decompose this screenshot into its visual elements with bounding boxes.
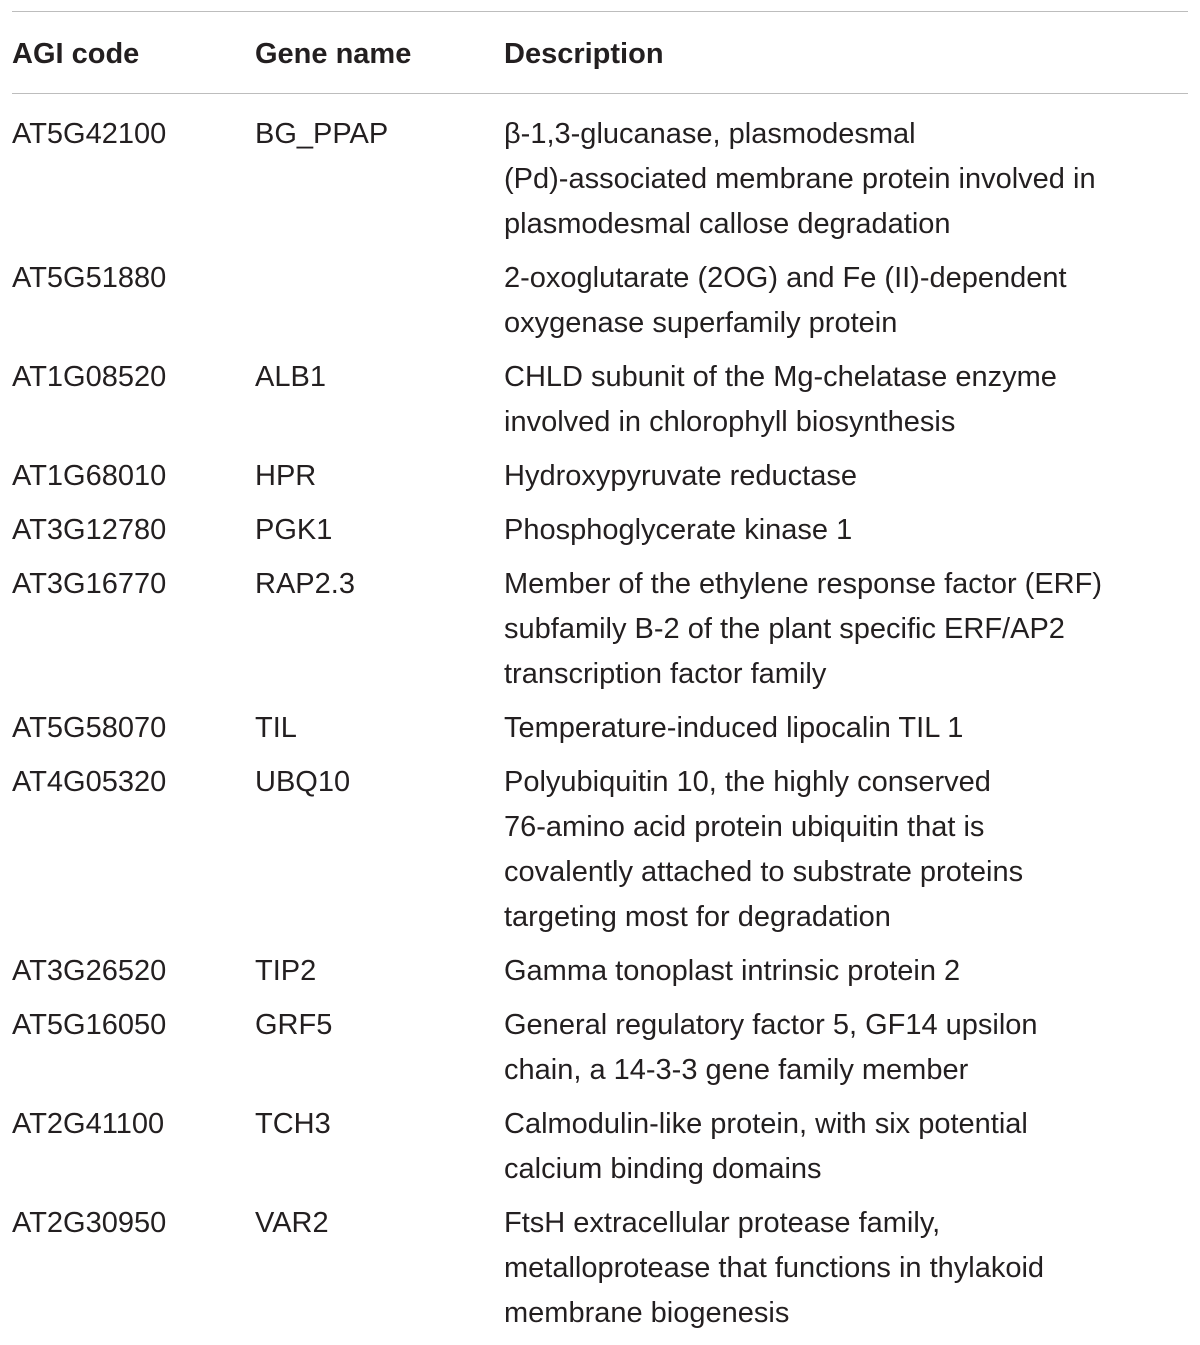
description-cell: Polyubiquitin 10, the highly conserved 76-amino acid protein ubiquitin that is covalently attached to substrate proteins targeting most for degradation	[504, 766, 1024, 933]
description-cell: Temperature-induced lipocalin TIL 1	[504, 712, 964, 744]
table-header-rule	[12, 93, 1188, 94]
gene-name-cell: GRF5	[255, 1009, 333, 1041]
description-cell: General regulatory factor 5, GF14 upsilon chain, a 14-3-3 gene family member	[504, 1009, 1038, 1086]
agi-code-cell: AT5G51880	[12, 262, 167, 294]
table-row	[0, 1102, 1200, 1192]
description-cell: Phosphoglycerate kinase 1	[504, 514, 853, 546]
agi-code-cell: AT5G58070	[12, 712, 167, 744]
description-cell: Calmodulin-like protein, with six potential calcium binding domains	[504, 1108, 1028, 1185]
header-agi-code: AGI code	[12, 38, 140, 70]
agi-code-cell: AT1G08520	[12, 361, 167, 393]
description-cell: Member of the ethylene response factor (ERF) subfamily B-2 of the plant specific ERF/AP2 transcription factor family	[504, 568, 1102, 690]
agi-code-cell: AT3G16770	[12, 568, 167, 600]
table-row	[0, 256, 1200, 346]
table-body	[0, 112, 1200, 1345]
description-cell: Gamma tonoplast intrinsic protein 2	[504, 955, 961, 987]
table-row	[0, 355, 1200, 445]
header-description: Description	[504, 38, 664, 70]
agi-code-cell: AT4G05320	[12, 766, 167, 798]
table-row	[0, 1201, 1200, 1336]
gene-name-cell: RAP2.3	[255, 568, 355, 600]
description-cell: 2-oxoglutarate (2OG) and Fe (II)-dependent oxygenase superfamily protein	[504, 262, 1067, 339]
description-cell: β-1,3-glucanase, plasmodesmal (Pd)-associated membrane protein involved in plasmodesmal callose degradation	[504, 118, 1096, 240]
gene-name-cell: PGK1	[255, 514, 333, 546]
agi-code-cell: AT3G26520	[12, 955, 167, 987]
gene-name-cell: TIL	[255, 712, 297, 744]
agi-code-cell: AT3G12780	[12, 514, 167, 546]
table-row	[0, 508, 1200, 553]
gene-name-cell: ALB1	[255, 361, 326, 393]
table-row	[0, 112, 1200, 247]
gene-name-cell: HPR	[255, 460, 317, 492]
table-row	[0, 760, 1200, 940]
agi-code-cell: AT2G30950	[12, 1207, 167, 1239]
table-row	[0, 706, 1200, 751]
gene-name-cell: TIP2	[255, 955, 317, 987]
table-row	[0, 949, 1200, 994]
table-row	[0, 1003, 1200, 1093]
table-header	[0, 32, 1200, 76]
description-cell: CHLD subunit of the Mg-chelatase enzyme involved in chlorophyll biosynthesis	[504, 361, 1057, 438]
table-row	[0, 562, 1200, 697]
gene-name-cell: BG_PPAP	[255, 118, 389, 150]
gene-name-cell: VAR2	[255, 1207, 329, 1239]
gene-name-cell: UBQ10	[255, 766, 351, 798]
agi-code-cell: AT5G42100	[12, 118, 167, 150]
table-row	[0, 454, 1200, 499]
agi-code-cell: AT5G16050	[12, 1009, 167, 1041]
agi-code-cell: AT2G41100	[12, 1108, 165, 1140]
header-gene-name: Gene name	[255, 38, 412, 70]
description-cell: FtsH extracellular protease family, metalloprotease that functions in thylakoid membrane biogenesis	[504, 1207, 1045, 1329]
agi-code-cell: AT1G68010	[12, 460, 167, 492]
gene-name-cell: TCH3	[255, 1108, 331, 1140]
table-top-rule	[12, 11, 1188, 12]
description-cell: Hydroxypyruvate reductase	[504, 460, 857, 492]
